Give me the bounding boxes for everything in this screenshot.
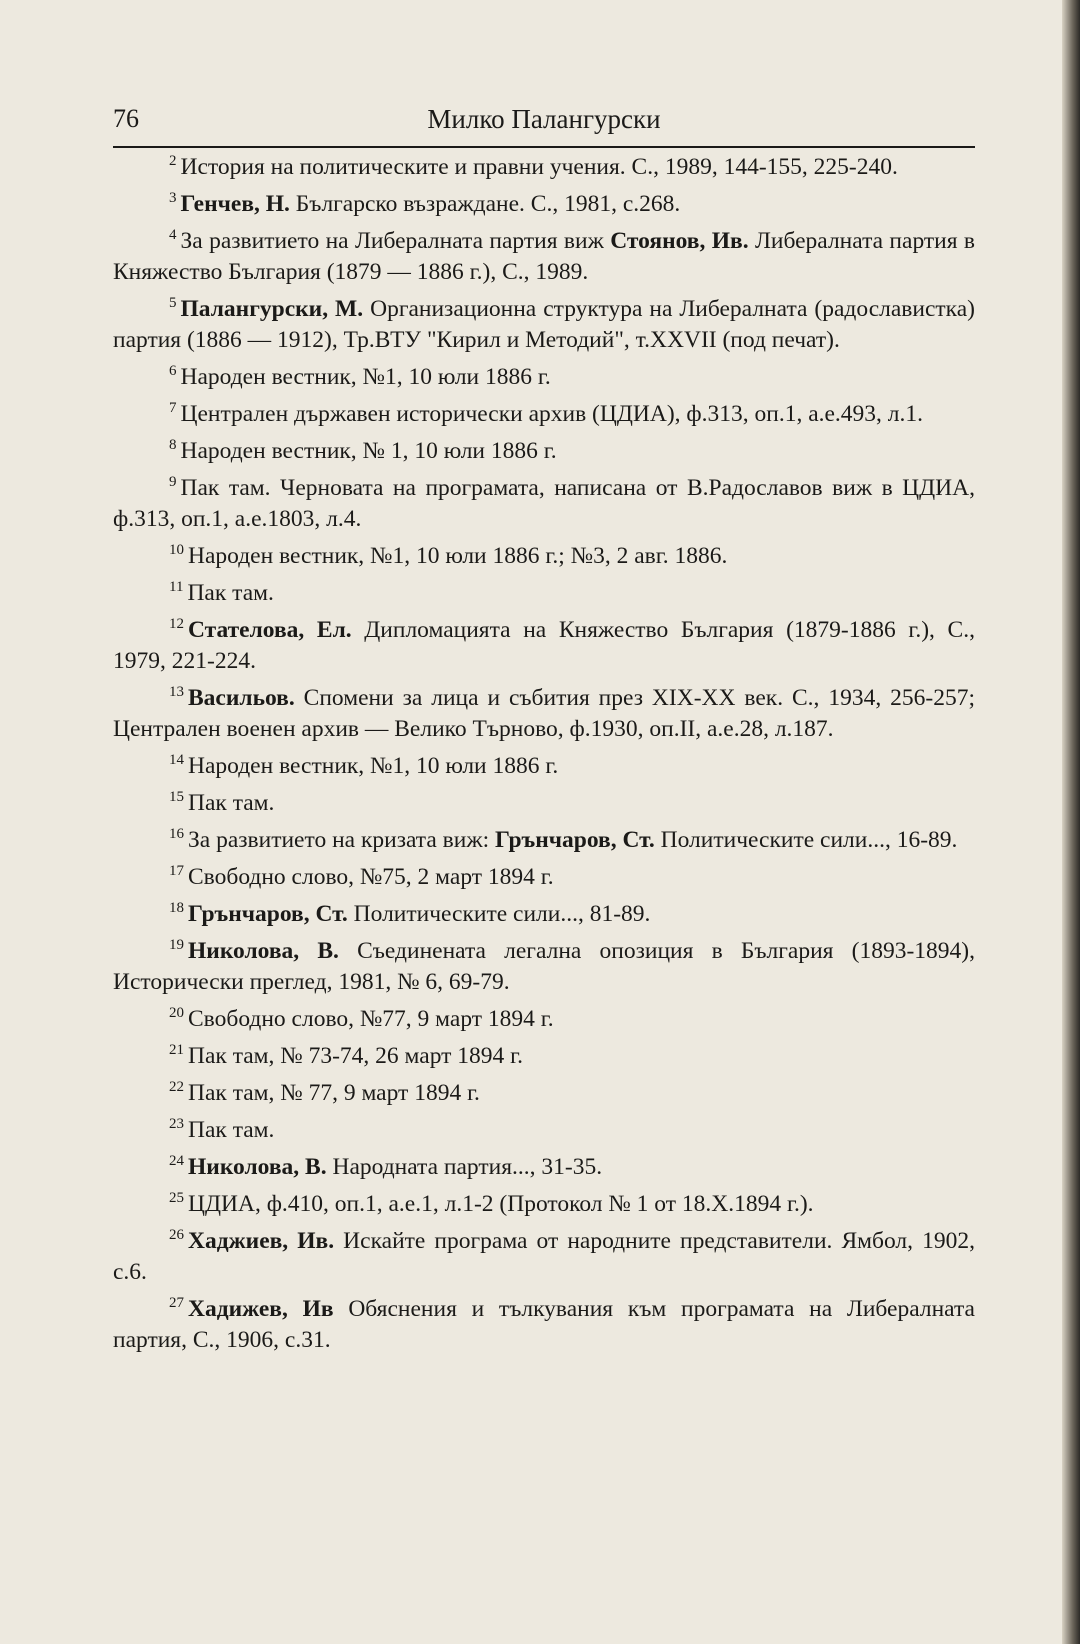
footnote-author: Стоянов, Ив.: [610, 228, 749, 254]
footnote-text: История на политическите и правни учения. С., 1989, 144-155, 225-240.: [180, 154, 898, 180]
running-title: Милко Палангурски: [427, 104, 661, 134]
footnote-text: ЦДИА, ф.410, оп.1, а.е.1, л.1-2 (Протокол № 1 от 18.X.1894 г.).: [188, 1191, 814, 1217]
footnote-text: Централен държавен исторически архив (ЦДИА), ф.313, оп.1, а.е.493, л.1.: [180, 401, 924, 427]
footnote-number: 15: [169, 789, 184, 805]
footnote-27: [113, 1294, 975, 1356]
footnote-7: [113, 399, 975, 430]
footnote-text: Съединената легална опозиция в България (1893-1894), Исторически преглед, 1981, № 6, 69-79.: [113, 938, 975, 995]
footnote-text: Пак там.: [187, 580, 274, 606]
footnote-author: Хаджиев, Ив.: [188, 1228, 335, 1254]
footnote-20: [113, 1004, 975, 1035]
footnote-text: За развитието на кризата виж:: [188, 827, 495, 853]
footnote-19: [113, 936, 975, 998]
footnote-26: [113, 1226, 975, 1288]
page-edge: [1062, 0, 1080, 1644]
footnote-number: 25: [169, 1190, 184, 1206]
footnote-9: [113, 473, 975, 535]
footnote-text: Българско възраждане. С., 1981, с.268.: [289, 191, 681, 217]
footnote-number: 11: [169, 579, 184, 595]
footnote-text: Пак там.: [188, 1117, 275, 1143]
page-number: 76: [113, 104, 139, 133]
footnote-number: 21: [169, 1042, 184, 1058]
footnote-number: 24: [169, 1153, 184, 1169]
footnote-text: Народен вестник, №1, 10 юли 1886 г.: [180, 364, 551, 390]
footnote-number: 22: [169, 1079, 184, 1095]
footnote-text: Свободно слово, №77, 9 март 1894 г.: [188, 1006, 554, 1032]
footnote-11: [113, 578, 975, 609]
footnote-number: 27: [169, 1295, 184, 1311]
footnote-number: 4: [169, 227, 177, 243]
footnote-10: [113, 541, 975, 572]
footnote-6: [113, 362, 975, 393]
footnote-12: [113, 615, 975, 677]
footnote-number: 3: [169, 190, 177, 206]
footnote-13: [113, 683, 975, 745]
footnote-3: [113, 189, 975, 220]
footnote-author: Грънчаров, Ст.: [188, 901, 348, 927]
footnote-text: Свободно слово, №75, 2 март 1894 г.: [188, 864, 554, 890]
footnotes-list: [113, 152, 975, 1362]
footnote-number: 23: [169, 1116, 184, 1132]
footnote-text: Искайте програма от народните представители. Ямбол, 1902, с.6.: [113, 1228, 975, 1285]
footnote-14: [113, 751, 975, 782]
footnote-text: Политическите сили..., 81-89.: [347, 901, 651, 927]
footnote-author: Николова, В.: [188, 938, 339, 964]
footnote-number: 13: [169, 684, 184, 700]
footnote-text: Народната партия..., 31-35.: [326, 1154, 603, 1180]
footnote-number: 12: [169, 616, 184, 632]
footnote-8: [113, 436, 975, 467]
page-header: [113, 104, 975, 144]
footnote-number: 26: [169, 1227, 184, 1243]
footnote-5: [113, 294, 975, 356]
footnote-18: [113, 899, 975, 930]
footnote-text: Народен вестник, № 1, 10 юли 1886 г.: [180, 438, 557, 464]
footnote-4: [113, 226, 975, 288]
footnote-number: 7: [169, 400, 177, 416]
footnote-text: Народен вестник, №1, 10 юли 1886 г.: [188, 753, 559, 779]
footnote-16: [113, 825, 975, 856]
footnote-number: 9: [169, 474, 177, 490]
footnote-number: 10: [169, 542, 184, 558]
header-rule: [113, 146, 975, 148]
footnote-text: За развитието на Либералната партия виж: [180, 228, 611, 254]
footnote-text: Дипломацията на Княжество България (1879-1886 г.), С., 1979, 221-224.: [113, 617, 975, 674]
footnote-text: Либералната партия в Княжество България (1879 — 1886 г.), С., 1989.: [113, 228, 976, 285]
footnote-number: 8: [169, 437, 177, 453]
footnote-number: 5: [169, 295, 177, 311]
footnote-15: [113, 788, 975, 819]
footnote-author: Васильов.: [188, 685, 295, 711]
footnote-21: [113, 1041, 975, 1072]
footnote-author: Генчев, Н.: [180, 191, 290, 217]
footnote-24: [113, 1152, 975, 1183]
footnote-author: Николова, В.: [188, 1154, 327, 1180]
footnote-author: Хадижев, Ив: [188, 1296, 334, 1322]
footnote-author: Стателова, Ел.: [188, 617, 352, 643]
footnote-number: 18: [169, 900, 184, 916]
footnote-text: Пак там.: [188, 790, 275, 816]
footnote-text: Организационна структура на Либералната (радославистка) партия (1886 — 1912), Тр.ВТУ "Кирил и Методий", т.XXVII (под печат).: [113, 296, 975, 353]
footnote-text: Политическите сили..., 16-89.: [654, 827, 958, 853]
footnote-text: Народен вестник, №1, 10 юли 1886 г.; №3, 2 авг. 1886.: [188, 543, 728, 569]
footnote-text: Пак там, № 73-74, 26 март 1894 г.: [188, 1043, 524, 1069]
footnote-17: [113, 862, 975, 893]
footnote-text: Обяснения и тълкувания към програмата на Либералната партия, С., 1906, с.31.: [113, 1296, 975, 1353]
footnote-number: 19: [169, 937, 184, 953]
footnote-number: 20: [169, 1005, 184, 1021]
footnote-text: Пак там. Черновата на програмата, написана от В.Радославов виж в ЦДИА, ф.313, оп.1, а.е.1803, л.4.: [113, 475, 975, 532]
footnote-number: 6: [169, 363, 177, 379]
footnote-23: [113, 1115, 975, 1146]
footnote-text: Пак там, № 77, 9 март 1894 г.: [188, 1080, 480, 1106]
footnote-author: Палангурски, М.: [180, 296, 364, 322]
footnote-number: 2: [169, 153, 177, 169]
footnote-25: [113, 1189, 975, 1220]
footnote-22: [113, 1078, 975, 1109]
footnote-text: Спомени за лица и събития през XIX-XX век. С., 1934, 256-257; Централен военен архив — Велико Търново, ф.1930, оп.II, а.е.28, л.187.: [113, 685, 975, 742]
footnote-2: [113, 152, 975, 183]
footnote-author: Грънчаров, Ст.: [494, 827, 655, 853]
footnote-number: 16: [169, 826, 184, 842]
footnote-number: 14: [169, 752, 184, 768]
footnote-number: 17: [169, 863, 184, 879]
